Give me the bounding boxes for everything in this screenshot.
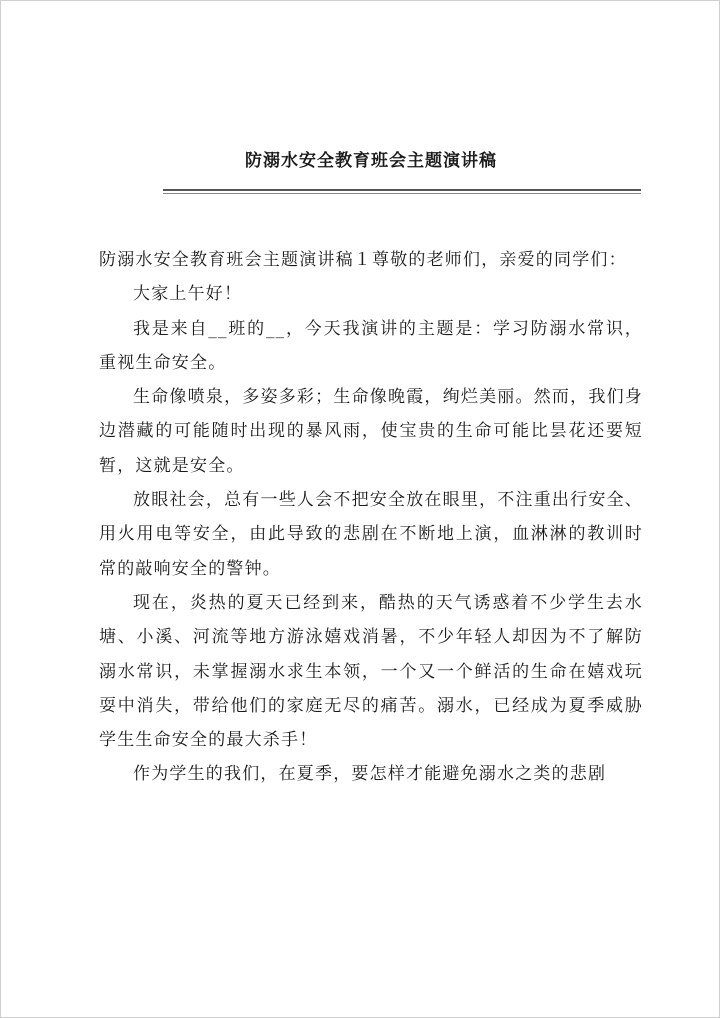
paragraph-hello: 大家上午好！ xyxy=(133,284,243,305)
paragraph-greeting: 防溺水安全教育班会主题演讲稿１尊敬的老师们，亲爱的同学们： xyxy=(99,250,627,270)
paragraph-students: 作为学生的我们，在夏季，要怎样才能避免溺水之类的悲剧 xyxy=(133,764,607,785)
title-divider-thin xyxy=(163,193,641,194)
title-divider-thick xyxy=(163,189,641,191)
paragraph-society: 放眼社会，总有一些人会不把安全放在眼里，不注重出行安全、用火用电等安全，由此导致的悲剧在不断地上演，血淋淋的教训时常的敲响安全的警钟。 xyxy=(99,490,643,579)
document-body xyxy=(99,243,643,792)
paragraph-life: 生命像喷泉，多姿多彩；生命像晚霞，绚烂美丽。然而，我们身边潜藏的可能随时出现的暴风雨，使宝贵的生命可能比昙花还要短暂，这就是安全。 xyxy=(99,387,643,476)
paragraph-topic: 我是来自__班的__，今天我演讲的主题是：学习防溺水常识，重视生命安全。 xyxy=(99,318,643,373)
document-title: 防溺水安全教育班会主题演讲稿 xyxy=(245,151,497,171)
paragraph-summer: 现在，炎热的夏天已经到来，酷热的天气诱惑着不少学生去水塘、小溪、河流等地方游泳嬉戏消暑，不少年轻人却因为不了解防溺水常识，未掌握溺水求生本领，一个又一个鲜活的生命在嬉戏玩耍中消失，带给他们的家庭无尽的痛苦。溺水，已经成为夏季威胁学生生命安全的最大杀手！ xyxy=(99,592,643,751)
